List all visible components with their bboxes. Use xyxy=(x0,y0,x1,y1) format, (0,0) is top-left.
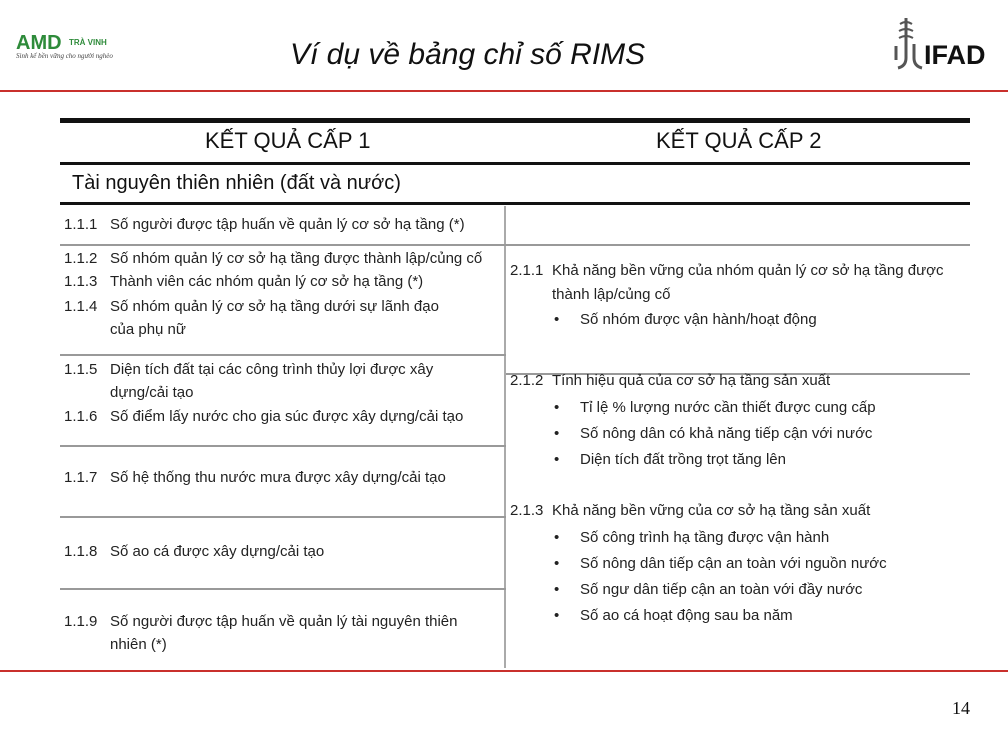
item-text-cont: nhiên (*) xyxy=(110,636,167,653)
ifad-logo-text: IFAD xyxy=(924,40,986,70)
indicator-bullet: • Số công trình hạ tầng được vận hành xyxy=(554,529,830,546)
item-text-cont: thành lập/củng cố xyxy=(552,286,671,303)
level1-item xyxy=(64,295,504,343)
item-text: Số nhóm quản lý cơ sở hạ tầng được thành lập/củng cố xyxy=(110,250,483,267)
row-separator xyxy=(60,445,506,447)
header-bottom-rule xyxy=(60,162,970,165)
indicator-bullet: • Số nông dân có khả năng tiếp cận với nước xyxy=(554,425,873,442)
item-text: Thành viên các nhóm quản lý cơ sở hạ tầng (*) xyxy=(110,273,424,290)
level1-item xyxy=(64,358,504,406)
indicator-text: Tỉ lệ % lượng nước cần thiết được cung cấp xyxy=(580,399,876,416)
item-text: Số điểm lấy nước cho gia súc được xây dựng/cải tạo xyxy=(110,408,464,425)
indicator-list xyxy=(552,307,962,333)
column-divider xyxy=(504,206,506,668)
column-header-level1: KẾT QUẢ CẤP 1 xyxy=(205,128,371,153)
item-number: 1.1.9 xyxy=(64,613,98,630)
indicator-text: Diện tích đất trồng trọt tăng lên xyxy=(580,451,786,468)
level2-item xyxy=(510,499,960,639)
indicator-text: Số nông dân có khả năng tiếp cận với nước xyxy=(580,425,873,442)
item-number: 2.1.2 xyxy=(510,372,544,389)
item-number: 1.1.3 xyxy=(64,273,98,290)
item-text: Khả năng bền vững của cơ sở hạ tầng sản xuất xyxy=(552,502,871,519)
level1-item xyxy=(64,610,504,658)
amd-logo-mark: AMD xyxy=(16,32,62,54)
rims-indicator-table xyxy=(60,118,970,668)
indicator-bullet: • Số ao cá hoạt động sau ba năm xyxy=(554,607,793,624)
item-number: 2.1.1 xyxy=(510,262,544,279)
item-number: 1.1.6 xyxy=(64,408,98,425)
amd-tra-vinh-logo xyxy=(16,32,128,62)
page-number: 14 xyxy=(952,698,970,718)
page-title: Ví dụ về bảng chỉ số RIMS xyxy=(290,38,646,71)
item-number: 1.1.5 xyxy=(64,361,98,378)
item-number: 1.1.7 xyxy=(64,469,98,486)
indicator-bullet: • Số ngư dân tiếp cận an toàn với đầy nước xyxy=(554,581,863,598)
indicator-text: Số nông dân tiếp cận an toàn với nguồn nước xyxy=(580,555,887,572)
amd-logo-sub: TRÀ VINH xyxy=(69,38,107,47)
table-top-rule xyxy=(60,118,970,123)
column-header-level2: KẾT QUẢ CẤP 2 xyxy=(656,128,822,153)
item-number: 2.1.3 xyxy=(510,502,544,519)
indicator-bullet: • Diện tích đất trồng trọt tăng lên xyxy=(554,451,786,468)
footer-divider xyxy=(0,670,1008,672)
row-separator xyxy=(60,516,506,518)
header-divider xyxy=(0,90,1008,92)
indicator-bullet: • Số nhóm được vận hành/hoạt động xyxy=(554,311,817,328)
item-text: Diện tích đất tại các công trình thủy lợi được xây xyxy=(110,361,434,378)
indicator-list xyxy=(552,395,962,473)
item-text: Khả năng bền vững của nhóm quản lý cơ sở hạ tầng được xyxy=(552,262,944,279)
indicator-bullet: • Số nông dân tiếp cận an toàn với nguồn nước xyxy=(554,555,887,572)
wheat-icon xyxy=(892,14,926,72)
section-bottom-rule xyxy=(60,202,970,205)
row-separator xyxy=(506,244,970,246)
item-text: Số hệ thống thu nước mưa được xây dựng/cải tạo xyxy=(110,469,446,486)
item-number: 1.1.1 xyxy=(64,216,98,233)
indicator-text: Số công trình hạ tầng được vận hành xyxy=(580,529,830,546)
level2-item xyxy=(510,369,960,479)
amd-logo-tagline: Sinh kế bền vững cho người nghèo xyxy=(16,52,113,60)
indicator-text: Số ngư dân tiếp cận an toàn với đầy nước xyxy=(580,581,863,598)
item-text: Số người được tập huấn về quản lý tài nguyên thiên xyxy=(110,613,458,630)
item-text-cont: dựng/cải tạo xyxy=(110,384,194,401)
item-number: 1.1.2 xyxy=(64,250,98,267)
item-text-cont: của phụ nữ xyxy=(110,321,186,338)
indicator-text: Số nhóm được vận hành/hoạt động xyxy=(580,311,817,328)
item-text: Tính hiệu quả của cơ sở hạ tầng sản xuất xyxy=(552,372,831,389)
item-text: Số người được tập huấn về quản lý cơ sở hạ tầng (*) xyxy=(110,216,465,233)
row-separator xyxy=(60,588,506,590)
ifad-logo xyxy=(892,14,996,72)
item-text: Số nhóm quản lý cơ sở hạ tầng dưới sự lãnh đạo xyxy=(110,298,439,315)
indicator-list xyxy=(552,525,962,629)
indicator-bullet: • Tỉ lệ % lượng nước cần thiết được cung cấp xyxy=(554,399,876,416)
section-heading: Tài nguyên thiên nhiên (đất và nước) xyxy=(72,172,401,194)
row-separator xyxy=(60,244,506,246)
row-separator xyxy=(60,354,506,356)
item-text: Số ao cá được xây dựng/cải tạo xyxy=(110,543,325,560)
indicator-text: Số ao cá hoạt động sau ba năm xyxy=(580,607,793,624)
item-number: 1.1.4 xyxy=(64,298,98,315)
level2-item xyxy=(510,259,960,339)
item-number: 1.1.8 xyxy=(64,543,98,560)
